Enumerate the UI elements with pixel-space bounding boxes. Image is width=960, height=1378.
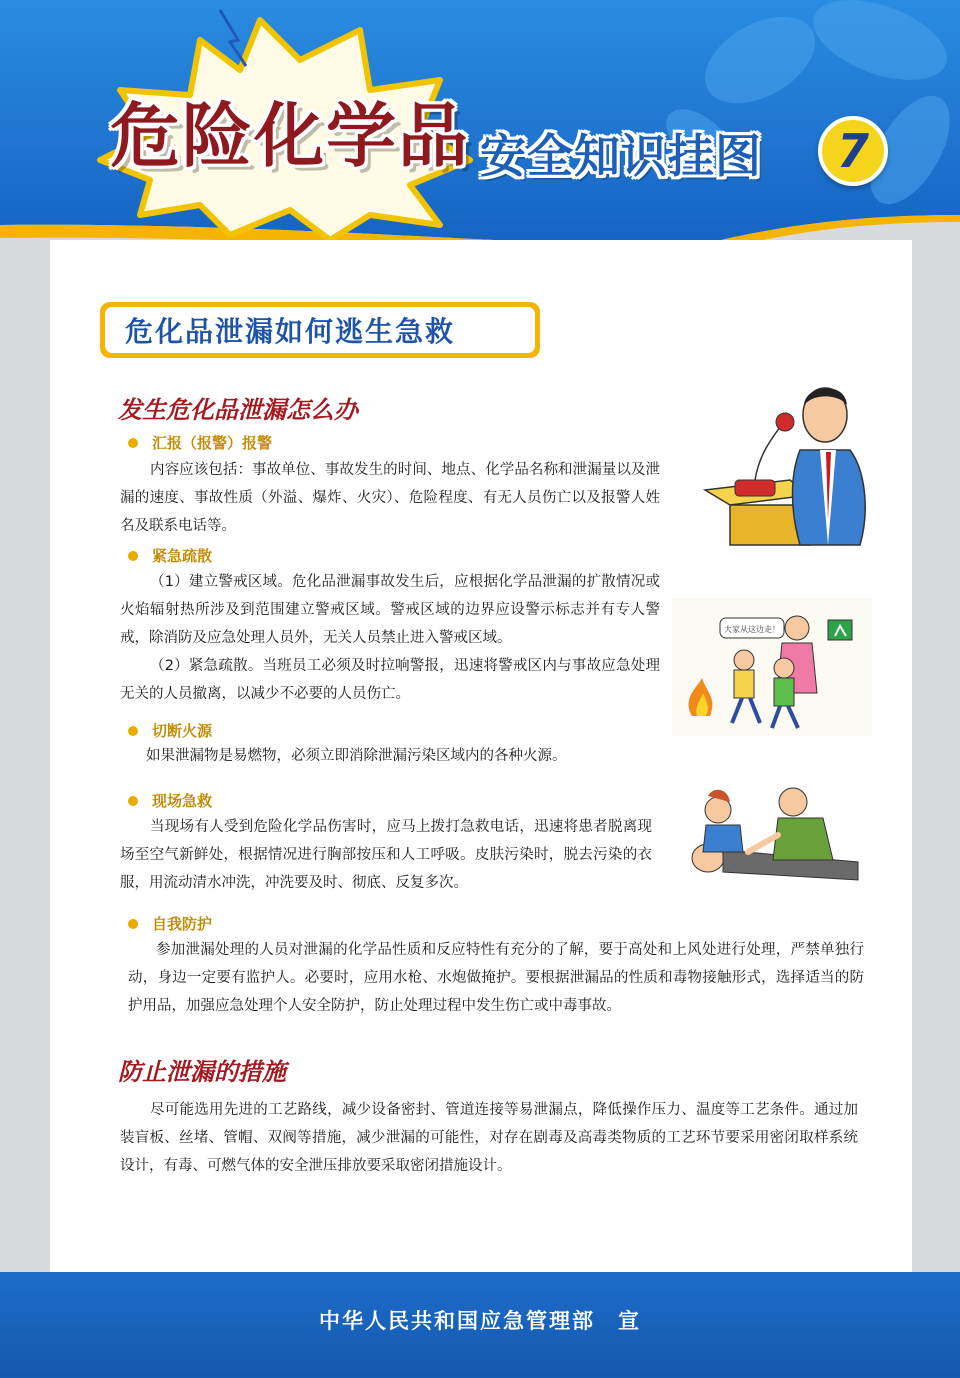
para-self-protect: 参加泄漏处理的人员对泄漏的化学品性质和反应特性有充分的了解，要于高处和上风处进行处理，严禁单独行动，身边一定要有监护人。必要时，应用水枪、水炮做掩护。要根据泄漏品的性质和毒物接触形式，选择适当的防护用品，加强应急处理个人安全防护，防止处理过程中发生伤亡或中毒事故。 bbox=[128, 942, 864, 1014]
item-title-cut-fire bbox=[128, 720, 212, 741]
phone-call-illustration bbox=[700, 380, 880, 550]
item-title-text: 现场急救 bbox=[152, 792, 213, 810]
bullet-dot-icon bbox=[128, 796, 138, 806]
bullet-dot-icon bbox=[128, 438, 138, 448]
para-cut-fire: 如果泄漏物是易燃物，必须立即消除泄漏污染区域内的各种火源。 bbox=[146, 748, 567, 764]
para-first-aid: 当现场有人受到危险化学品伤害时，应马上拨打急救电话，迅速将患者脱离现场至空气新鲜处，根据情况进行胸部按压和人工呼吸。皮肤污染时，脱去污染的衣服，用流动清水冲洗，冲洗要及时、彻底、反复多次。 bbox=[120, 819, 652, 891]
para-prevention: 尽可能选用先进的工艺路线，减少设备密封、管道连接等易泄漏点，降低操作压力、温度等工艺条件。通过加装盲板、丝堵、管帽、双阀等措施，减少泄漏的可能性，对存在剧毒及高毒类物质的工艺环节要采用密闭取样系统设计，有毒、可燃气体的安全泄压排放要采取密闭措施设计。 bbox=[120, 1102, 858, 1174]
bullet-dot-icon bbox=[128, 726, 138, 736]
heading-prevention: 防止泄漏的措施 bbox=[118, 1058, 286, 1086]
item-title-text: 汇报（报警）报警 bbox=[152, 434, 273, 452]
bullet-dot-icon bbox=[128, 551, 138, 561]
sub-title: 安全知识挂图 bbox=[480, 129, 762, 183]
item-title-report bbox=[128, 432, 272, 453]
footer-issuer: 中华人民共和国应急管理部 宣 bbox=[319, 1309, 641, 1333]
item-title-text: 切断火源 bbox=[152, 722, 213, 740]
main-title: 危险化学品 bbox=[110, 95, 470, 177]
item-title-text: 自我防护 bbox=[152, 915, 213, 933]
item-title-evacuate bbox=[128, 545, 212, 566]
item-title-first-aid bbox=[128, 790, 212, 811]
first-aid-illustration bbox=[668, 780, 874, 898]
para-evacuate-1: （1）建立警戒区域。危化品泄漏事故发生后，应根据化学品泄漏的扩散情况或火焰辐射热所涉及到范围建立警戒区域。警戒区域的边界应设警示标志并有专人警戒，除消防及应急处理人员外，无关人员禁止进入警戒区域。 bbox=[120, 574, 660, 646]
para-report: 内容应该包括：事故单位、事故发生的时间、地点、化学品名称和泄漏量以及泄漏的速度、事故性质（外溢、爆炸、火灾）、危险程度、有无人员伤亡以及报警人姓名及联系电话等。 bbox=[120, 462, 660, 534]
bullet-dot-icon bbox=[128, 919, 138, 929]
evacuation-illustration bbox=[672, 598, 872, 736]
evacuation-sign-text: 大家从这边走！ bbox=[724, 625, 780, 634]
para-evacuate-2: （2）紧急疏散。当班员工必须及时拉响警报，迅速将警戒区内与事故应急处理无关的人员撤离，以减少不必要的人员伤亡。 bbox=[120, 658, 660, 702]
section-banner-text: 危化品泄漏如何逃生急救 bbox=[105, 307, 535, 353]
item-title-self-protect bbox=[128, 913, 212, 934]
item-title-text: 紧急疏散 bbox=[152, 547, 213, 565]
issue-number-badge: 7 bbox=[818, 116, 888, 186]
heading-leak-response: 发生危化品泄漏怎么办 bbox=[118, 396, 358, 424]
section-banner bbox=[100, 302, 540, 358]
